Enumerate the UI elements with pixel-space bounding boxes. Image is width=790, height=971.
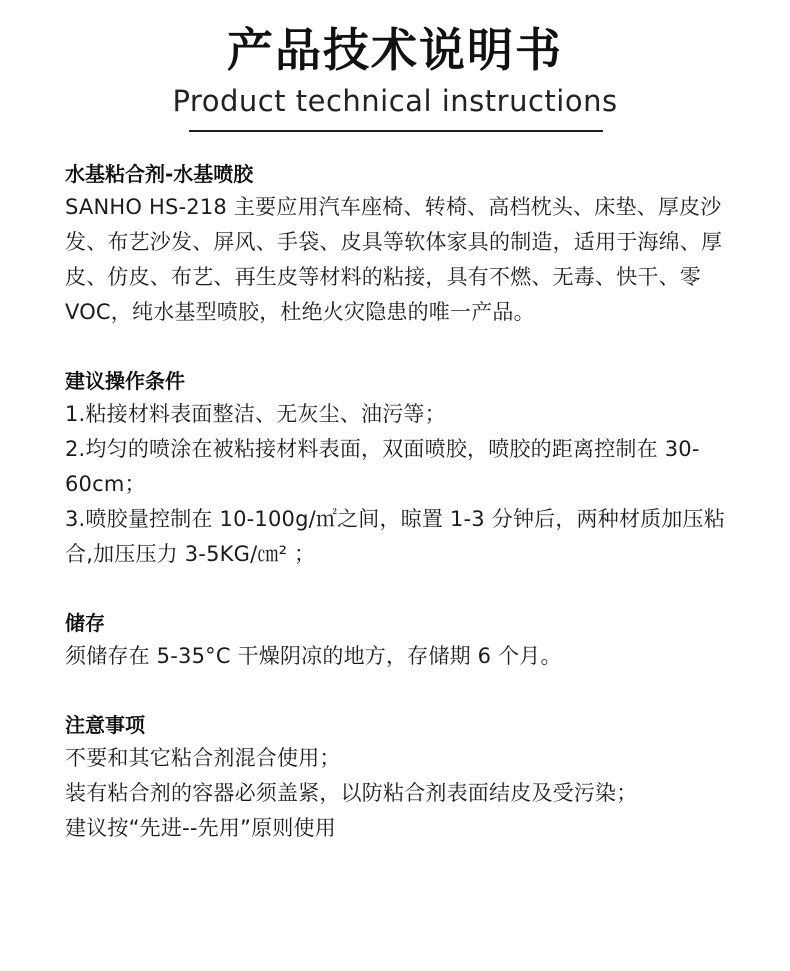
section-operating-conditions — [65, 365, 733, 572]
section-paragraph: 装有粘合剂的容器必须盖紧，以防粘合剂表面结皮及受污染； — [65, 781, 638, 805]
title-chinese: 产品技术说明书 — [227, 23, 563, 77]
content-body — [65, 158, 733, 846]
section-paragraph: SANHO HS-218 主要应用汽车座椅、转椅、高档枕头、床垫、厚皮沙发、布艺沙发、屏风、手袋、皮具等软体家具的制造，适用于海绵、厚皮、仿皮、布艺、再生皮等材料的粘接，具有不燃、无毒、快干、零 VOC，纯水基型喷胶，杜绝火灾隐患的唯一产品。 — [65, 195, 723, 324]
title-divider — [189, 130, 603, 132]
section-storage — [65, 607, 733, 674]
section-paragraph: 须储存在 5-35°C 干燥阴凉的地方，存储期 6 个月。 — [65, 644, 562, 668]
section-heading: 建议操作条件 — [65, 369, 185, 393]
title-english: Product technical instructions — [172, 84, 618, 118]
section-precautions — [65, 709, 733, 846]
section-product-description — [65, 158, 733, 330]
section-paragraph: 1.粘接材料表面整洁、无灰尘、油污等； — [65, 402, 446, 426]
section-paragraph: 建议按“先进--先用”原则使用 — [65, 816, 336, 840]
section-heading: 储存 — [65, 611, 105, 635]
section-paragraph: 不要和其它粘合剂混合使用； — [65, 746, 341, 770]
section-paragraph: 2.均匀的喷涂在被粘接材料表面，双面喷胶，喷胶的距离控制在 30-60cm； — [65, 437, 700, 496]
section-paragraph: 3.喷胶量控制在 10-100g/㎡之间，晾置 1-3 分钟后，两种材质加压粘合,加压压力 3-5KG/㎝² ； — [65, 507, 725, 566]
section-heading: 注意事项 — [65, 713, 145, 737]
section-heading: 水基粘合剂-水基喷胶 — [65, 162, 254, 186]
